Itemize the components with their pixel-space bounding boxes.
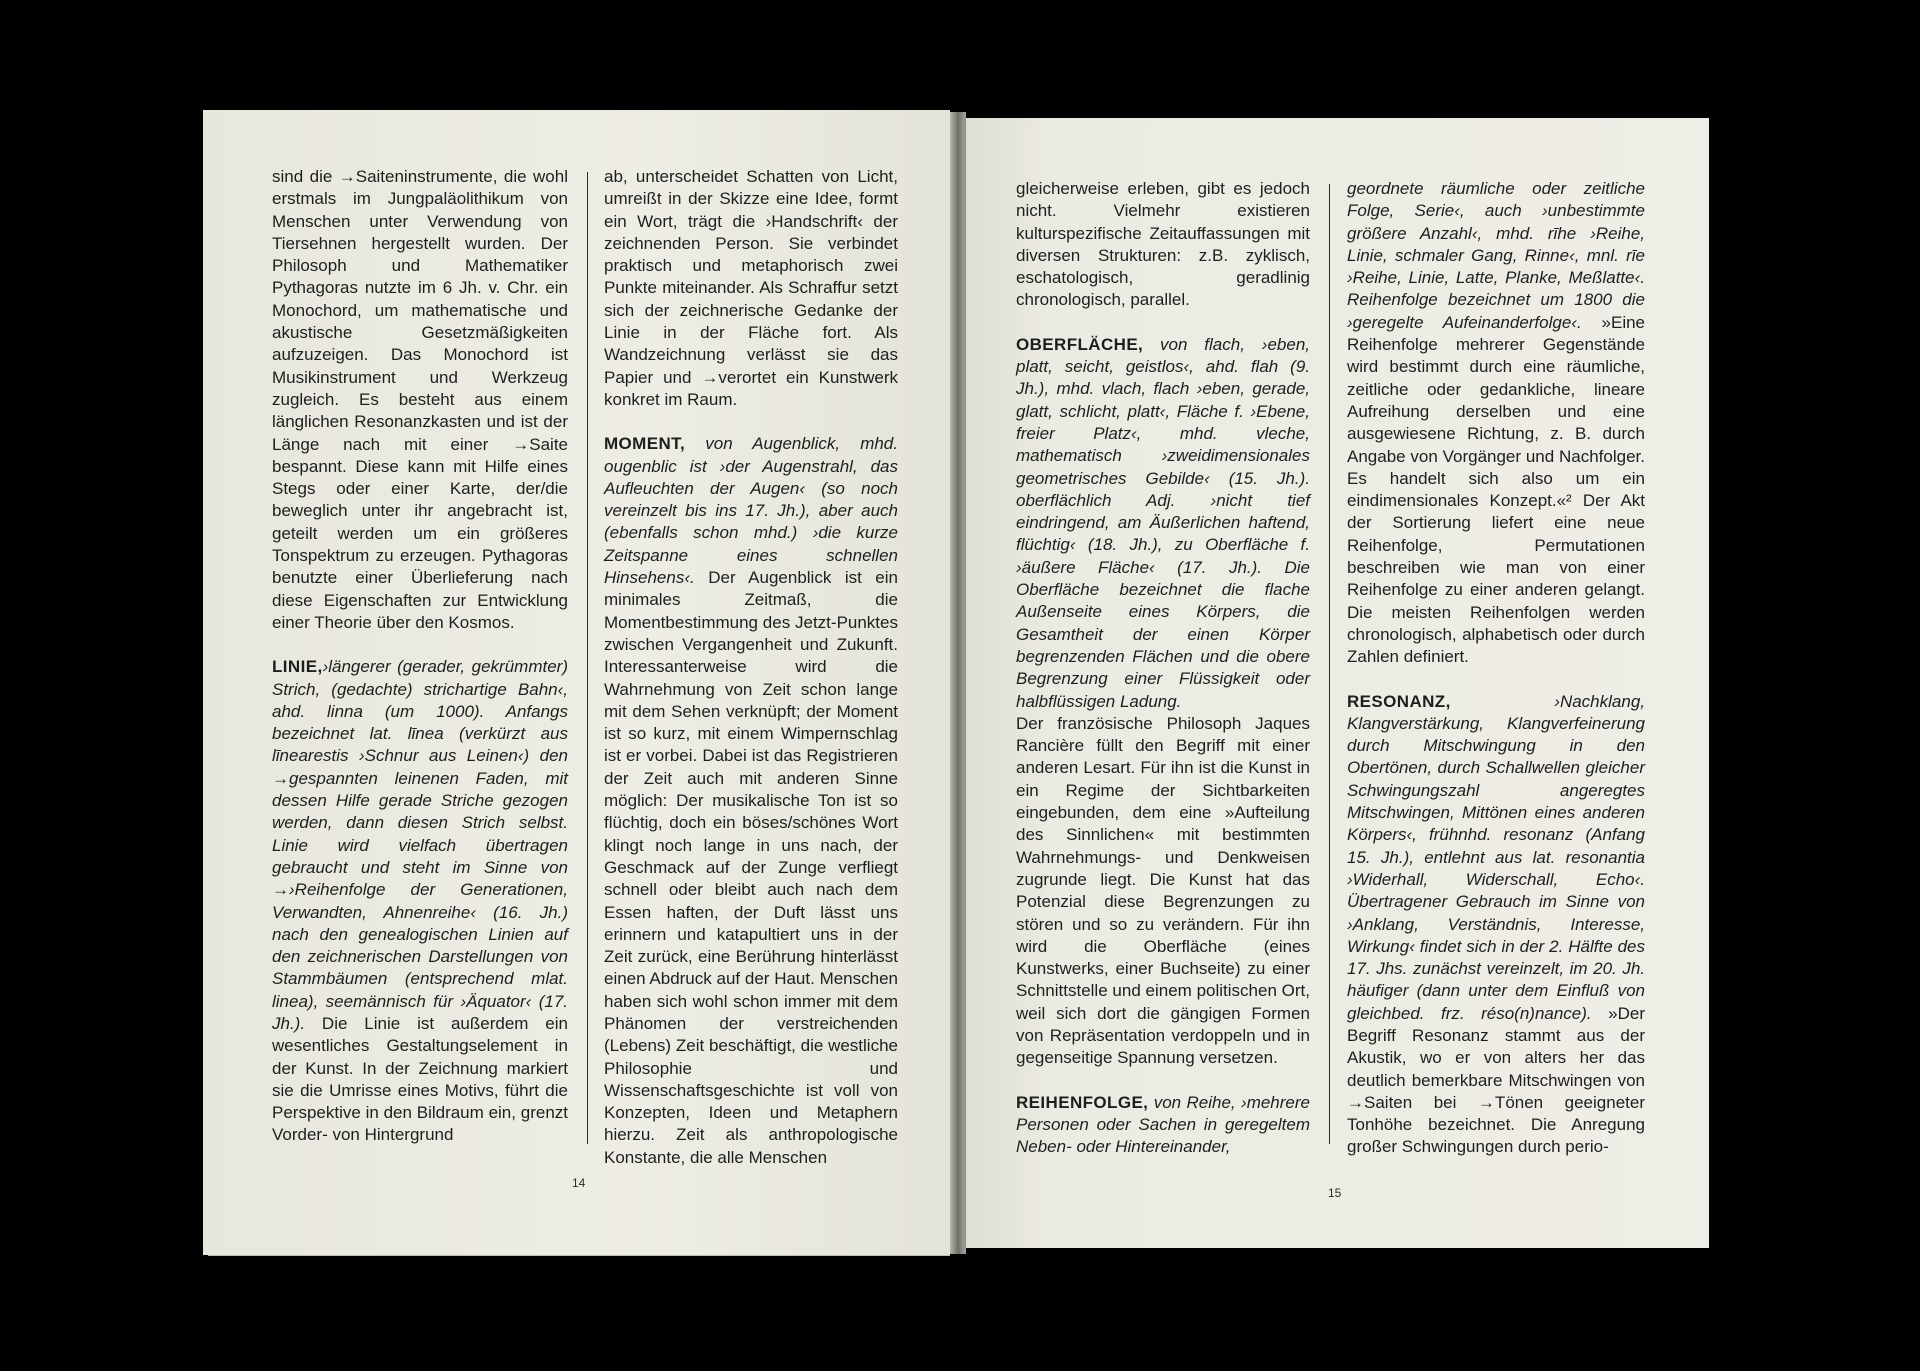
paragraph-reihenfolge-continued — [1347, 178, 1645, 669]
page-number-left: 14 — [572, 1176, 586, 1190]
entry-resonanz — [1347, 691, 1645, 1159]
entry-linie — [272, 656, 568, 1147]
entry-etymology: ›längerer (gerader, gekrümmter) Strich, (gedachte) strichartige Bahn‹, ahd. linna (um 1000). Anfangs bezeichnet lat. līnea (verkürzt aus līnearestis ›Schnur aus Leinen‹) den →gespannten leinenen Faden, mit dessen Hilfe gerade Striche gezogen werden, dann diesen Strich selbst. Linie wird vielfach übertragen gebraucht und steht im Sinne von →›Reihenfolge der Generationen, Verwandten, Ahnenreihe‹ (16. Jh.) nach den genealogischen Linien auf den zeichnerischen Darstellungen von Stammbäumen (entsprechend mlat. linea), seemännisch für ›Äquator‹ (17. Jh.). — [272, 657, 568, 1033]
entry-moment — [604, 433, 898, 1169]
paragraph-saiteninstrumente: sind die →Saiteninstrumente, die wohl erstmals im Jungpaläolithikum von Menschen unter Verwendung von Tiersehnen hergestellt wurden. Der Philosoph und Mathematiker Pythagoras nutzte im 6 Jh. v. Chr. ein Monochord, um mathematische und akustische Gesetzmäßigkeiten aufzuzeigen. Das Monochord ist Musikinstrument und Werkzeug zugleich. Es besteht aus einem länglichen Resonanzkasten und ist der Länge nach mit einer →Saite bespannt. Diese kann mit Hilfe eines Stegs oder einer Karte, der/die beweglich unter ihr angebracht ist, geteilt werden um ein größeres Tonspektrum zu erzeugen. Pythagoras benutzte einer Überlieferung nach diese Eigenschaften zur Entwicklung einer Theorie über den Kosmos. — [272, 167, 568, 632]
entry-headword: REIHENFOLGE, — [1016, 1092, 1149, 1112]
right-page-column-2 — [1347, 178, 1645, 1159]
paragraph-linie-continued: ab, unterscheidet Schatten von Licht, umreißt in der Skizze eine Idee, formt ein Wort, trägt die ›Handschrift‹ der zeichnenden Person. Sie verbindet praktisch und metaphorisch zwei Punkte miteinander. Als Schraffur setzt sich der zeichnerische Gedanke der Linie in der Fläche fort. Als Wandzeichnung verlässt sie das Papier und →verortet ein Kunstwerk konkret im Raum. — [604, 167, 898, 409]
entry-headword: LINIE, — [272, 657, 323, 677]
page-number-right: 15 — [1328, 1186, 1342, 1200]
entry-body: Die Linie ist außerdem ein wesentliches Gestaltungselement in der Kunst. In der Zeichnung markiert sie die Umrisse eines Motivs, führt die Perspektive in den Bildraum ein, grenzt Vorder- von Hintergrund — [272, 1013, 568, 1145]
entry-reihenfolge — [1016, 1092, 1310, 1159]
right-page-column-1 — [1016, 178, 1310, 1158]
left-page-column-2 — [604, 166, 898, 1169]
column-divider — [1329, 184, 1330, 1144]
entry-etymology: von Augenblick, mhd. ougenblic ist ›der Augenstrahl, das Aufleuchten der Augen‹ (so noch vereinzelt bis ins 17. Jh.), aber auch (ebenfalls schon mhd.) ›die kurze Zeitspanne eines schnellen Hinsehens‹. — [604, 434, 898, 588]
paragraph-moment-continued: gleicherweise erleben, gibt es jedoch nicht. Vielmehr existieren kulturspezifische Zeitauffassungen mit diversen Strukturen: z.B. zyklisch, eschatologisch, geradlinig chronologisch, parallel. — [1016, 179, 1310, 310]
entry-body: »Der Begriff Resonanz stammt aus der Akustik, wo er von alters her das deutlich bemerkbare Mitschwingen von →Saiten bei →Tönen geeigneter Tonhöhe bezeichnet. Die Anregung großer Schwingungen durch perio- — [1347, 1003, 1645, 1157]
entry-etymology: von flach, ›eben, platt, seicht, geistlos‹, ahd. flah (9. Jh.), mhd. vlach, flach ›eben, gerade, glatt, schlicht, platt‹, Fläche f. ›Ebene, freier Platz‹, mhd. vleche, mathematisch ›zweidimensionales geometrisches Gebilde‹ (15. Jh.). oberflächlich Adj. ›nicht tief eindringend, am Äußerlichen haftend, flüchtig‹ (18. Jh.), zu Oberfläche f. ›äußere Fläche‹ (17. Jh.). Die Oberfläche bezeichnet die flache Außenseite eines Körpers, die Gesamtheit der einen Körper begrenzenden Flächen und die obere Begrenzung einer Flüssigkeit oder halbflüssigen Ladung. — [1016, 334, 1310, 711]
paragraph-ranciere: Der französische Philosoph Jaques Rancière füllt den Begriff mit einer anderen Lesart. Für ihn ist die Kunst in ein Regime der Sichtbarkeiten eingebunden, dem eine »Aufteilung des Sinnlichen« mit bestimmten Wahrnehmungs- und Denkweisen zugrunde liegt. Die Kunst hat das Potenzial diese Begrenzungen zu stören und so zu verändern. Für ihn wird die Oberfläche (eines Kunstwerks, einer Buchseite) zu einer Schnittstelle und einem politischen Ort, weil sich dort die gängigen Formen von Repräsentation verdoppeln und in gegenseitige Spannung versetzen. — [1016, 713, 1310, 1068]
entry-body: »Eine Reihenfolge mehrerer Gegenstände wird bestimmt durch eine räumliche, zeitliche oder gedankliche, lineare Aufreihung derselben und eine ausgewiesene Richtung, z. B. durch Angabe von Vorgänger und Nachfolger. Es handelt sich also um ein eindimensionales Konzept.«² Der Akt der Sortierung liefert eine neue Reihenfolge, Permutationen beschreiben wie man von einer Reihenfolge zu einer anderen gelangt. Die meisten Reihenfolgen werden chronologisch, alphabetisch oder durch Zahlen definiert. — [1347, 312, 1645, 667]
entry-headword: OBERFLÄCHE, — [1016, 334, 1144, 354]
entry-headword: RESONANZ, — [1347, 691, 1451, 711]
entry-etymology: ›Nachklang, Klangverstärkung, Klangverfeinerung durch Mitschwingung in den Obertönen, durch Schallwellen gleicher Schwingungszahl angeregtes Mitschwingen, Mittönen eines anderen Körpers‹, frühnhd. resonanz (Anfang 15. Jh.), entlehnt aus lat. resonantia ›Widerhall, Widerschall, Echo‹. Übertragener Gebrauch im Sinne von ›Anklang, Verständnis, Interesse, Wirkung‹ findet sich in der 2. Hälfte des 17. Jhs. zunächst vereinzelt, im 20. Jh. häufiger (dann unter dem Einfluß von gleichbed. frz. réso(n)nance). — [1347, 691, 1645, 1023]
entry-headword: MOMENT, — [604, 434, 686, 454]
book-gutter — [950, 112, 966, 1254]
left-page-column-1 — [272, 166, 568, 1147]
entry-etymology: geordnete räumliche oder zeitliche Folge, Serie‹, auch ›unbestimmte größere Anzahl‹, mhd. rīhe ›Reihe, Linie, schmaler Gang, Rinne‹, mnl. rīe ›Reihe, Linie, Latte, Planke, Meßlatte‹. Reihenfolge bezeichnet um 1800 die ›geregelte Aufeinanderfolge‹. — [1347, 179, 1645, 332]
entry-body: Der Augenblick ist ein minimales Zeitmaß, die Momentbestimmung des Jetzt-Punktes zwischen Vergangenheit und Zukunft. Interessanterweise wird die Wahrnehmung von Zeit schon lange mit dem Sehen verknüpft; der Moment ist so kurz, mit einem Wimpernschlag ist er vorbei. Dabei ist das Registrieren der Zeit auch mit anderen Sinne möglich: Der musikalische Ton ist so flüchtig, doch ein böses/schönes Wort klingt noch lange in uns nach, der Geschmack auf der Zunge verfliegt schnell oder bleibt auch nach dem Essen haften, der Duft lässt uns erinnern und katapultiert uns in der Zeit zurück, eine Berührung hinterlässt einen Abdruck auf der Haut. Menschen haben sich wohl schon immer mit dem Phänomen der verstreichenden (Lebens) Zeit beschäftigt, die westliche Philosophie und Wissenschaftsgeschichte ist voll von Konzepten, Ideen und Metaphern hierzu. Zeit als anthropologische Konstante, die alle Menschen — [604, 568, 898, 1167]
column-divider — [587, 172, 588, 1144]
entry-oberflaeche — [1016, 334, 1310, 713]
entry-etymology: von Reihe, ›mehrere Personen oder Sachen in geregeltem Neben- oder Hintereinander, — [1016, 1092, 1310, 1157]
